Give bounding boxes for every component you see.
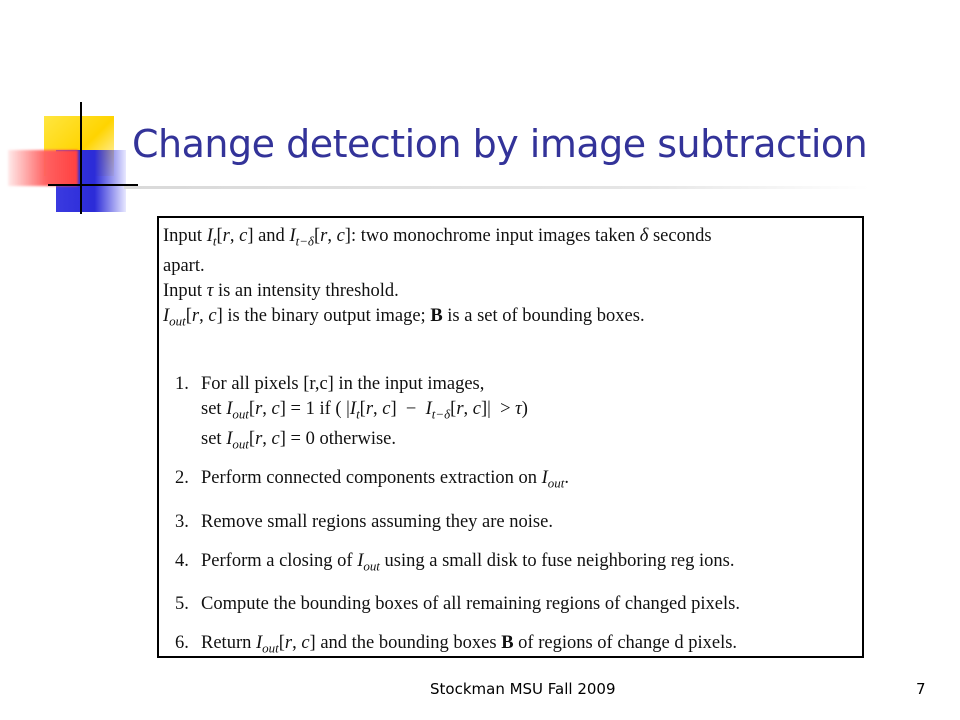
step-1-line-2: set $I_{out}[r$, c] = 1 if ( $|I_t[r$, $c] - I_{t-\delta}[r$, c]| > τ) (201, 399, 528, 422)
step-1 (175, 372, 858, 456)
step-number: 4. (175, 550, 189, 571)
step-2-text: Perform connected components extraction on $I_{out}$. (201, 468, 569, 491)
step-number: 5. (175, 594, 189, 615)
footer-text: Stockman MSU Fall 2009 (430, 680, 616, 698)
step-3-text: Remove small regions assuming they are noise. (201, 511, 553, 532)
step-1-line-3: set $I_{out}[r$, c] = 0 otherwise. (201, 428, 397, 452)
step-1-line-1: For all pixels [r,c] in the input images, (201, 374, 485, 394)
step-5-text: Compute the bounding boxes of all remaining regions of changed pixels. (201, 594, 740, 615)
step-6 (175, 631, 858, 661)
intro-line-1: Input $I_t[r$, c] and $I_{t-\delta}[r$, c]: two monochrome input images taken δ seconds (163, 226, 712, 249)
title-underline (124, 186, 870, 189)
step-number: 6. (175, 633, 189, 654)
step-2 (175, 466, 858, 496)
slide-title: Change detection by image subtraction (132, 122, 868, 166)
intro-line-4: $I_{out}[r$, c] is the binary output image; B is a set of bounding boxes. (163, 305, 645, 329)
algorithm-intro (163, 224, 856, 333)
intro-line-2: apart. (163, 255, 205, 276)
step-3 (175, 510, 858, 535)
step-4 (175, 549, 858, 579)
step-number: 3. (175, 511, 189, 532)
step-6-text: Return $I_{out}[r$, c] and the bounding boxes B of regions of change d pixels. (201, 633, 738, 656)
intro-line-3: Input τ is an intensity threshold. (163, 280, 399, 301)
step-5 (175, 592, 858, 617)
decor-vertical-line (80, 102, 82, 214)
decor-red-bar (8, 150, 78, 186)
algorithm-box (157, 216, 864, 658)
algorithm-steps (175, 372, 858, 675)
step-4-text: Perform a closing of $I_{out}$ using a small disk to fuse neighboring reg ions. (201, 550, 735, 574)
step-number: 1. (175, 374, 189, 394)
step-number: 2. (175, 468, 189, 489)
page-number: 7 (916, 680, 926, 698)
